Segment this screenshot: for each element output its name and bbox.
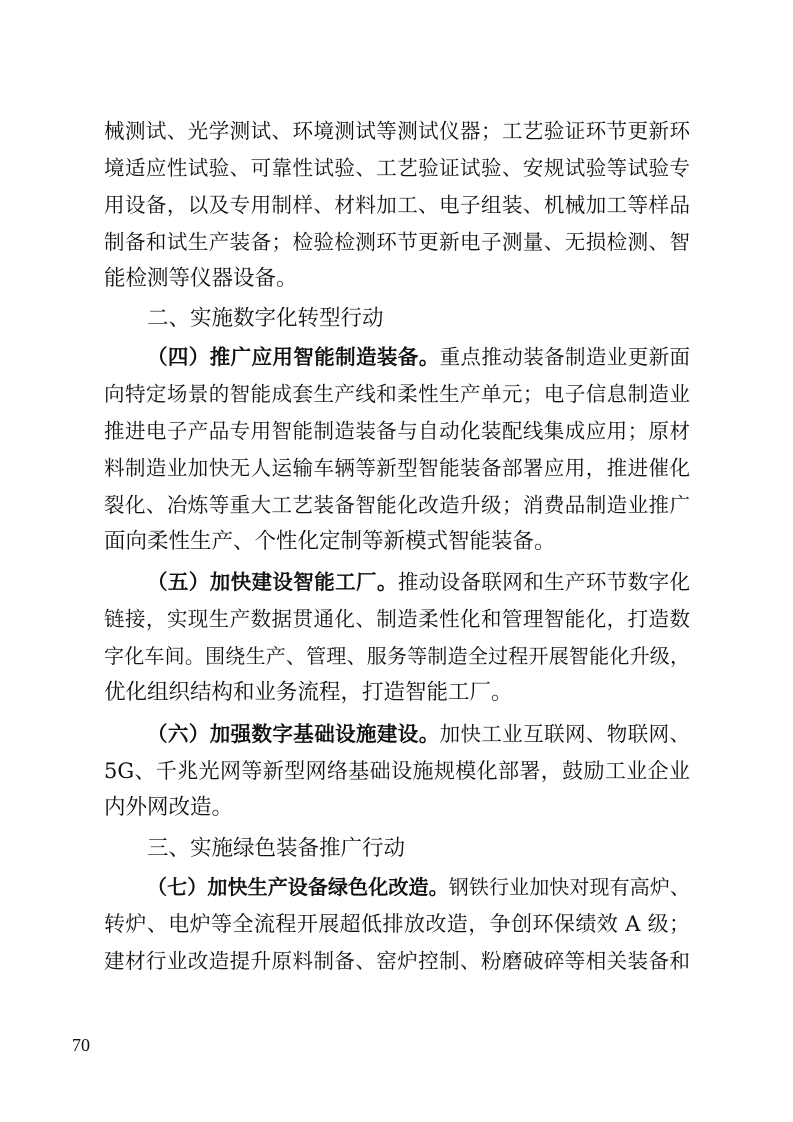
text-line: 向特定场景的智能成套生产线和柔性生产单元；电子信息制造业 xyxy=(104,382,690,406)
item-title: （七）加快生产设备绿色化改造。 xyxy=(147,875,449,899)
item-text: 加快工业互联网、物联网、 xyxy=(439,722,691,746)
text-line: 5G、千兆光网等新型网络基础设施规模化部署，鼓励工业企业 xyxy=(104,759,690,783)
text-line xyxy=(147,871,690,903)
item-text: 推动设备联网和生产环节数字化 xyxy=(397,570,691,594)
text-line: 裂化、冶炼等重大工艺装备智能化改造升级；消费品制造业推广 xyxy=(104,493,690,517)
text-line: 械测试、光学测试、环境测试等测试仪器；工艺验证环节更新环 xyxy=(104,119,690,143)
text-line: 境适应性试验、可靠性试验、工艺验证试验、安规试验等试验专 xyxy=(104,156,690,180)
item-text: 重点推动装备制造业更新面 xyxy=(439,345,691,369)
item-title: （四）推广应用智能制造装备。 xyxy=(147,345,440,369)
text-line: 能检测等仪器设备。 xyxy=(104,266,298,291)
text-line: 字化车间。围绕生产、管理、服务等制造全过程开展智能化升级， xyxy=(104,644,690,668)
text-line: 面向柔性生产、个性化定制等新模式智能装备。 xyxy=(104,529,556,554)
text-line: 推进电子产品专用智能制造装备与自动化装配线集成应用；原材 xyxy=(104,419,690,443)
text-line: 料制造业加快无人运输车辆等新型智能装备部署应用，推进催化 xyxy=(104,456,690,480)
text-line xyxy=(147,566,690,598)
page-number: 70 xyxy=(72,1035,90,1055)
item-title: （五）加快建设智能工厂。 xyxy=(147,570,398,594)
section-heading-green-equipment: 三、实施绿色装备推广行动 xyxy=(147,836,406,861)
text-line xyxy=(147,718,690,750)
section-heading-digital-transformation: 二、实施数字化转型行动 xyxy=(147,306,384,331)
text-line xyxy=(147,341,690,373)
text-line: 建材行业改造提升原料制备、窑炉控制、粉磨破碎等相关装备和 xyxy=(104,949,690,973)
text-line: 内外网改造。 xyxy=(104,795,234,820)
text-line: 制备和试生产装备；检验检测环节更新电子测量、无损检测、智 xyxy=(104,230,690,254)
text-line: 链接，实现生产数据贯通化、制造柔性化和管理智能化，打造数 xyxy=(104,607,690,631)
item-text: 钢铁行业加快对现有高炉、 xyxy=(448,875,691,899)
text-line: 用设备，以及专用制样、材料加工、电子组装、机械加工等样品 xyxy=(104,193,690,217)
text-line: 优化组织结构和业务流程，打造智能工厂。 xyxy=(104,680,513,705)
text-line: 转炉、电炉等全流程开展超低排放改造，争创环保绩效 A 级； xyxy=(104,912,690,936)
item-title: （六）加强数字基础设施建设。 xyxy=(147,722,440,746)
